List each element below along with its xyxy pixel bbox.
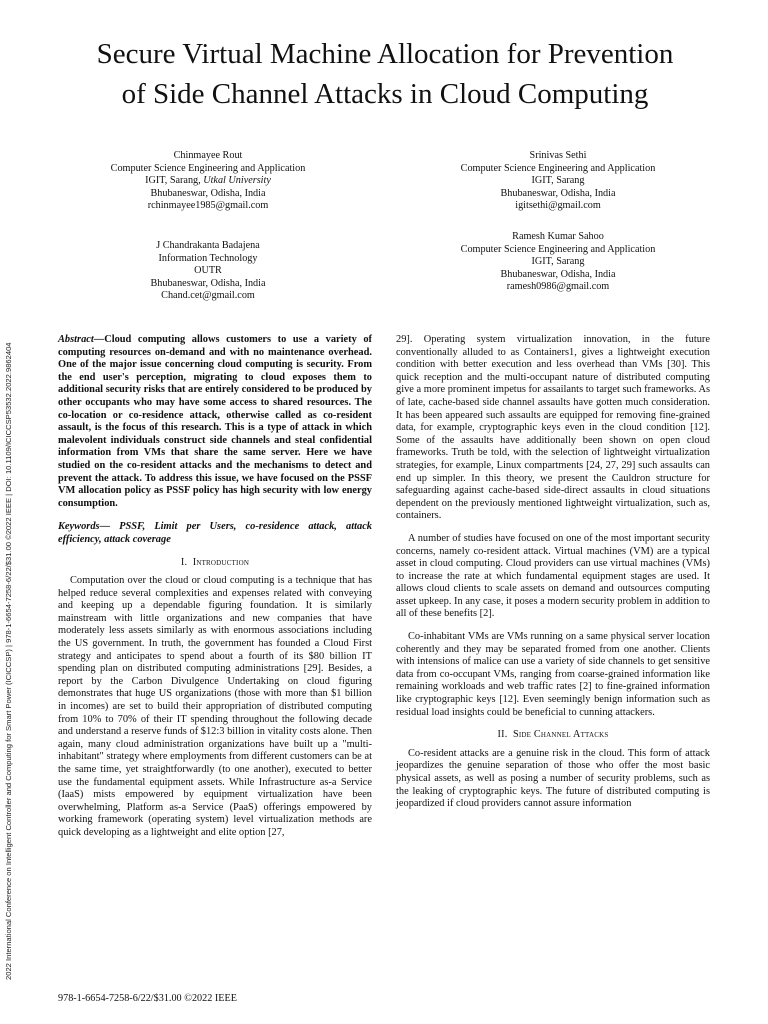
author-dept: Computer Science Engineering and Application: [460, 243, 656, 255]
author-name: Chinmayee Rout: [173, 150, 243, 161]
author-city: Bhubaneswar, Odisha, India: [500, 187, 616, 199]
author-email: igitsethi@gmail.com: [515, 200, 601, 211]
copyright-footer: 978-1-6654-7258-6/22/$31.00 ©2022 IEEE: [58, 993, 237, 1004]
author-name: Ramesh Kumar Sahoo: [512, 231, 604, 242]
author-block-4: [438, 231, 678, 294]
author-email: rchinmayee1985@gmail.com: [147, 200, 269, 211]
author-name: Srinivas Sethi: [529, 150, 587, 161]
author-block-2: [438, 150, 678, 213]
author-city: Bhubaneswar, Odisha, India: [150, 277, 266, 289]
section-heading-introduction: I. Introduction: [180, 556, 250, 568]
author-city: Bhubaneswar, Odisha, India: [150, 187, 266, 199]
body-paragraph-4: Co-resident attacks are a genuine risk in the cloud. This form of attack jeopardizes the genuine separation of those who offer the most basic physical assets, as well as posing a number of security problems, such as the leaking of cryptographic keys. The future of distributed computing is jeopardized if cloud providers cannot assure information: [396, 747, 710, 810]
author-inst: OUTR: [194, 265, 222, 276]
keywords: Keywords— PSSF, Limit per Users, co-residence attack, attack efficiency, attack coverage: [58, 521, 372, 545]
section-heading-side-channel: II. Side Channel Attacks: [497, 729, 609, 741]
left-column: [58, 334, 372, 840]
conference-side-note: [4, 0, 18, 1024]
author-inst: IGIT, Sarang, Utkal University: [145, 175, 271, 186]
author-inst: IGIT, Sarang: [531, 256, 585, 267]
author-dept: Computer Science Engineering and Application: [110, 162, 306, 174]
author-city: Bhubaneswar, Odisha, India: [500, 268, 616, 280]
author-email: ramesh0986@gmail.com: [506, 281, 610, 292]
abstract: Abstract—Cloud computing allows customers to use a variety of computing resources on-demand and with no maintenance overhead. One of the major issue concerning cloud computing is security. From the end user's perception, migrating to cloud exposes them to additional security risks that are entirely considered to be produced by other occupants who may have some access to shared resources. The co-location or co-residence attack, otherwise called as co-resident assault, is the focus of this research. This is a type of attack in which malevolent individuals construct side channels and steal confidential information from VMs that share the same server. Here we have studied on the co-resident attacks and the mechanisms to detect and prevent the attack. To address this issue, we have focused on the PSSF VM allocation policy as PSSF policy has high security with low energy consumption.: [58, 334, 372, 509]
body-paragraph-2: A number of studies have focused on one of the most important security concerns, namely co-resident attack. Virtual machines (VM) are a typical asset in cloud computing. Cloud providers can use virtual machines (VMs) to increase the rate at which fundamental equipment stages are used. It allows cloud clients to scale assets on demand and outsources computing asset upkeep. In any case, it poses a modern security problem in addition to all of these benefits [2].: [396, 532, 710, 620]
paper-title: [40, 34, 730, 114]
author-dept: Computer Science Engineering and Application: [460, 162, 656, 174]
author-name: J Chandrakanta Badajena: [156, 240, 260, 251]
right-column: [396, 334, 710, 811]
intro-paragraph-1: Computation over the cloud or cloud computing is a technique that has helped reduce several complexities and expenses related with conveying and keeping up a dependable figuring foundation. It is similarly mainstream with little organizations and new companies that have moderately less assets similarly as with enormous associations including the US government. In truth, the government has founded a Cloud First strategy and anticipates to spend about a fourth of its $80 billion IT spending plan on distributed computing administrations [29]. Besides, a report by the Carbon Divulgence Undertaking on cloud figuring demonstrates that huge US organizations (those with more than $1 billion in incomes) are set to build their appropriation of distributed computing from 10% to 70% of their IT spending throughout the following decade and understand a reserve funds of $12:3 billion in vitality costs alone. Then again, many cloud administration organizations have built up a "multi-inhabitant" strategy where employments from different customers can be at the same time, yet straightforwardly (to one another), executed to better use the fundamental equipment assets. While Infrastructure as-a Service (IaaS) mists empowered by equipment virtualization have been overwhelming, Platform as-a Service (PaaS) offerings empowered by working framework (operating system) level virtualization methods are quick developing as a lightweight and elite option [27,: [58, 575, 372, 838]
title-line-1: Secure Virtual Machine Allocation for Prevention: [96, 38, 674, 70]
body-paragraph-3: Co-inhabitant VMs are VMs running on a same physical server location coherently and they may be separated fromed from one another. Clients with intensions of malice can use a variety of side channels to get sensitive data from co-occupant VMs, ranging from coarse-grained information like remaining workloads and web traffic rates [2] to fine-grained information like cryptographic keys [12]. Even seemingly benign information such as residual load insights could be beneficial to cunning attackers.: [396, 631, 710, 718]
body-paragraph-1: 29]. Operating system virtualization innovation, in the future conventionally alluded to as Containers1, gives a lightweight execution condition with better execution and less overhead than VMs [30]. This quick reception and the multi-occupant nature of distributed computing give a more prominent impetus for assailants to target such frameworks. As of late, cache-based side channel assaults have gotten much consideration. It has been appeared such assaults are equipped for removing fine-grained data, for example, cryptographic keys even in the cloud condition [12]. Some of the assaults have additionally been shown on open cloud frameworks. Truth be told, with the selection of lightweight virtualization strategies, for example, Linux compartments [24, 27, 29] such assaults can end up simpler. In this theory, we present the Cauldron structure for safeguarding against cache-based side-direct assaults in cloud situations dependent on the previously mentioned lightweight virtualization, such as, containers.: [396, 334, 710, 522]
title-line-2: of Side Channel Attacks in Cloud Computing: [121, 78, 649, 110]
author-email: Chand.cet@gmail.com: [161, 290, 255, 301]
author-dept: Information Technology: [158, 252, 258, 264]
author-block-3: [88, 240, 328, 303]
author-block-1: [88, 150, 328, 213]
side-note-text: 2022 International Conference on Intelligent Controller and Computing for Smart Power (ICICCSP) | 978-1-6654-7258-6/22/$31.00 ©2022 IEEE | DOI: 10.1109/ICICCSP53532.2022.9862404: [4, 342, 13, 980]
author-inst: IGIT, Sarang: [531, 175, 585, 186]
